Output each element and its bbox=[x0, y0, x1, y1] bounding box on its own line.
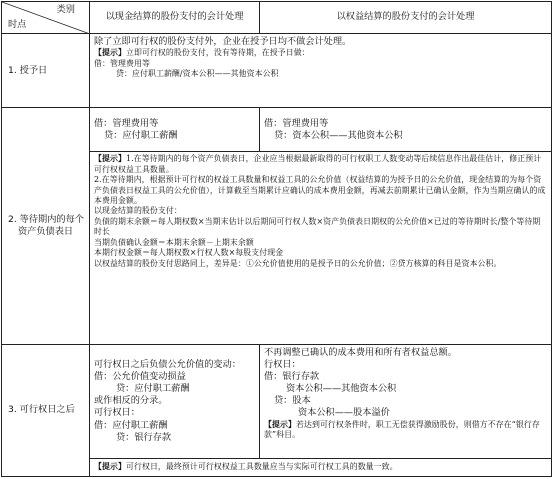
corner-timepoint-label: 时点 bbox=[8, 18, 27, 30]
accounting-table bbox=[1, 1, 552, 477]
exercise-cash-line4: 或作相反的分录。 bbox=[94, 395, 168, 407]
exercise-equity-line3: 借：银行存款 bbox=[264, 370, 320, 382]
balance-date-label bbox=[2, 108, 90, 344]
balance-tip-p1 bbox=[94, 154, 547, 175]
grant-date-row bbox=[2, 34, 552, 108]
exercise-tip-content bbox=[90, 458, 552, 476]
tip-tag: 【提示】 bbox=[94, 48, 126, 58]
tip-text: 1.在等待期内的每个资产负债表日，企业应当根据最新取得的可行权职工人数变动等后续信息作出最佳估计，修正预计可行权权益工具数量。 bbox=[94, 154, 542, 174]
cash-entry-credit: 贷：应付职工薪酬 bbox=[104, 129, 178, 141]
balance-tip-p7: 以权益结算的股份支付思路同上，差异是：①公允价值使用的是授予日的公允价值；②贷方核算的科目是资本公积。 bbox=[94, 258, 502, 268]
balance-date-label-line1: 2. 等待期内的每个 bbox=[8, 213, 84, 225]
header-equity-settled: 以权益结算的股份支付的会计处理 bbox=[260, 2, 552, 34]
grant-date-label: 1. 授予日 bbox=[2, 34, 90, 108]
exercise-cash-line2: 借：公允价值变动损益 bbox=[94, 370, 186, 382]
exercise-cash-line5: 可行权日： bbox=[94, 407, 140, 419]
tip-tag: 【提示】 bbox=[94, 462, 126, 472]
header-row bbox=[2, 2, 552, 34]
exercise-equity-line5: 贷：股本 bbox=[274, 395, 311, 407]
exercise-equity-tip bbox=[264, 420, 547, 441]
tip-tag: 【提示】 bbox=[264, 419, 296, 429]
exercise-entries-row bbox=[2, 344, 552, 458]
equity-entry-debit: 借：管理费用等 bbox=[264, 117, 329, 129]
grant-date-tip bbox=[94, 48, 547, 58]
corner-category-label: 类别 bbox=[56, 4, 75, 15]
grant-date-intro: 除了立即可行权的股份支付外，企业在授予日均不做会计处理。 bbox=[94, 36, 352, 48]
grant-entry-debit: 借：管理费用等 bbox=[94, 58, 150, 68]
balance-date-label-line2: 资产负债表日 bbox=[18, 225, 74, 237]
balance-tip-p5: 当期负债确认金额＝本期末余额－上期末余额 bbox=[94, 237, 254, 247]
grant-entry-credit: 贷：应付职工薪酬/资本公积——其他资本公积 bbox=[116, 69, 279, 79]
cash-entry-debit: 借：管理费用等 bbox=[94, 117, 159, 129]
exercise-cash-line3: 贷：应付职工薪酬 bbox=[116, 383, 190, 395]
exercise-cash-entries bbox=[90, 344, 260, 458]
equity-entry-credit: 贷：资本公积——其他资本公积 bbox=[274, 129, 403, 141]
exercise-equity-line4: 资本公积——其他资本公积 bbox=[286, 383, 397, 395]
header-corner-cell bbox=[2, 2, 90, 34]
tip-text: 可行权日，最终预计可行权权益工具数量应当与实际可行权工具的数量一致。 bbox=[125, 462, 398, 472]
exercise-cash-line6: 借：应付职工薪酬 bbox=[94, 419, 168, 431]
tip-text: 立即可行权的股份支付，没有等待期，在授予日做： bbox=[125, 48, 310, 58]
balance-cash-entry bbox=[90, 108, 260, 152]
tip-text: 若达到可行权条件时，职工无偿获得激励股份，则借方不存在“银行存款”科目。 bbox=[264, 419, 540, 439]
exercise-cash-line1: 可行权日之后负债公允价值的变动： bbox=[94, 358, 241, 370]
exercise-equity-line1: 不再调整已确认的成本费用和所有者权益总额。 bbox=[264, 346, 457, 358]
balance-tip-p4: 负债的期末余额＝每人期权数×当期末估计以后期间可行权人数×资产负债表日期权的公允价值×已过的等待期时长/整个等待期时长 bbox=[94, 216, 541, 237]
balance-entries-row bbox=[2, 108, 552, 152]
exercise-tip bbox=[94, 462, 547, 472]
tip-tag: 【提示】 bbox=[94, 154, 126, 164]
balance-equity-entry bbox=[260, 108, 552, 152]
balance-tip-p3: 以现金结算的股份支付： bbox=[94, 206, 182, 216]
exercise-equity-entries bbox=[260, 344, 552, 458]
exercise-equity-line6: 资本公积——股本溢价 bbox=[298, 407, 390, 419]
exercise-date-label: 3. 可行权日之后 bbox=[2, 344, 90, 476]
balance-tips-content bbox=[90, 152, 552, 344]
balance-tip-p6: 本期行权金额＝每人期权数×行权人数×每股支付现金 bbox=[94, 248, 284, 258]
header-cash-settled: 以现金结算的股份支付的会计处理 bbox=[90, 2, 260, 34]
exercise-cash-line7: 贷：银行存款 bbox=[116, 431, 172, 443]
balance-tip-p2: 2.在等待期内，根据预计可行权的权益工具数量和权益工具的公允价值（权益结算的为授予日的公允价值，现金结算的为每个资产负债表日权益工具的公允价值），计算截至当期累计应确认的成本费用金额，再减去前期累计已确认金额，作为当期应确认的成本费用金额。 bbox=[94, 175, 546, 205]
exercise-equity-line2: 行权日： bbox=[264, 358, 301, 370]
grant-date-content bbox=[90, 34, 552, 108]
